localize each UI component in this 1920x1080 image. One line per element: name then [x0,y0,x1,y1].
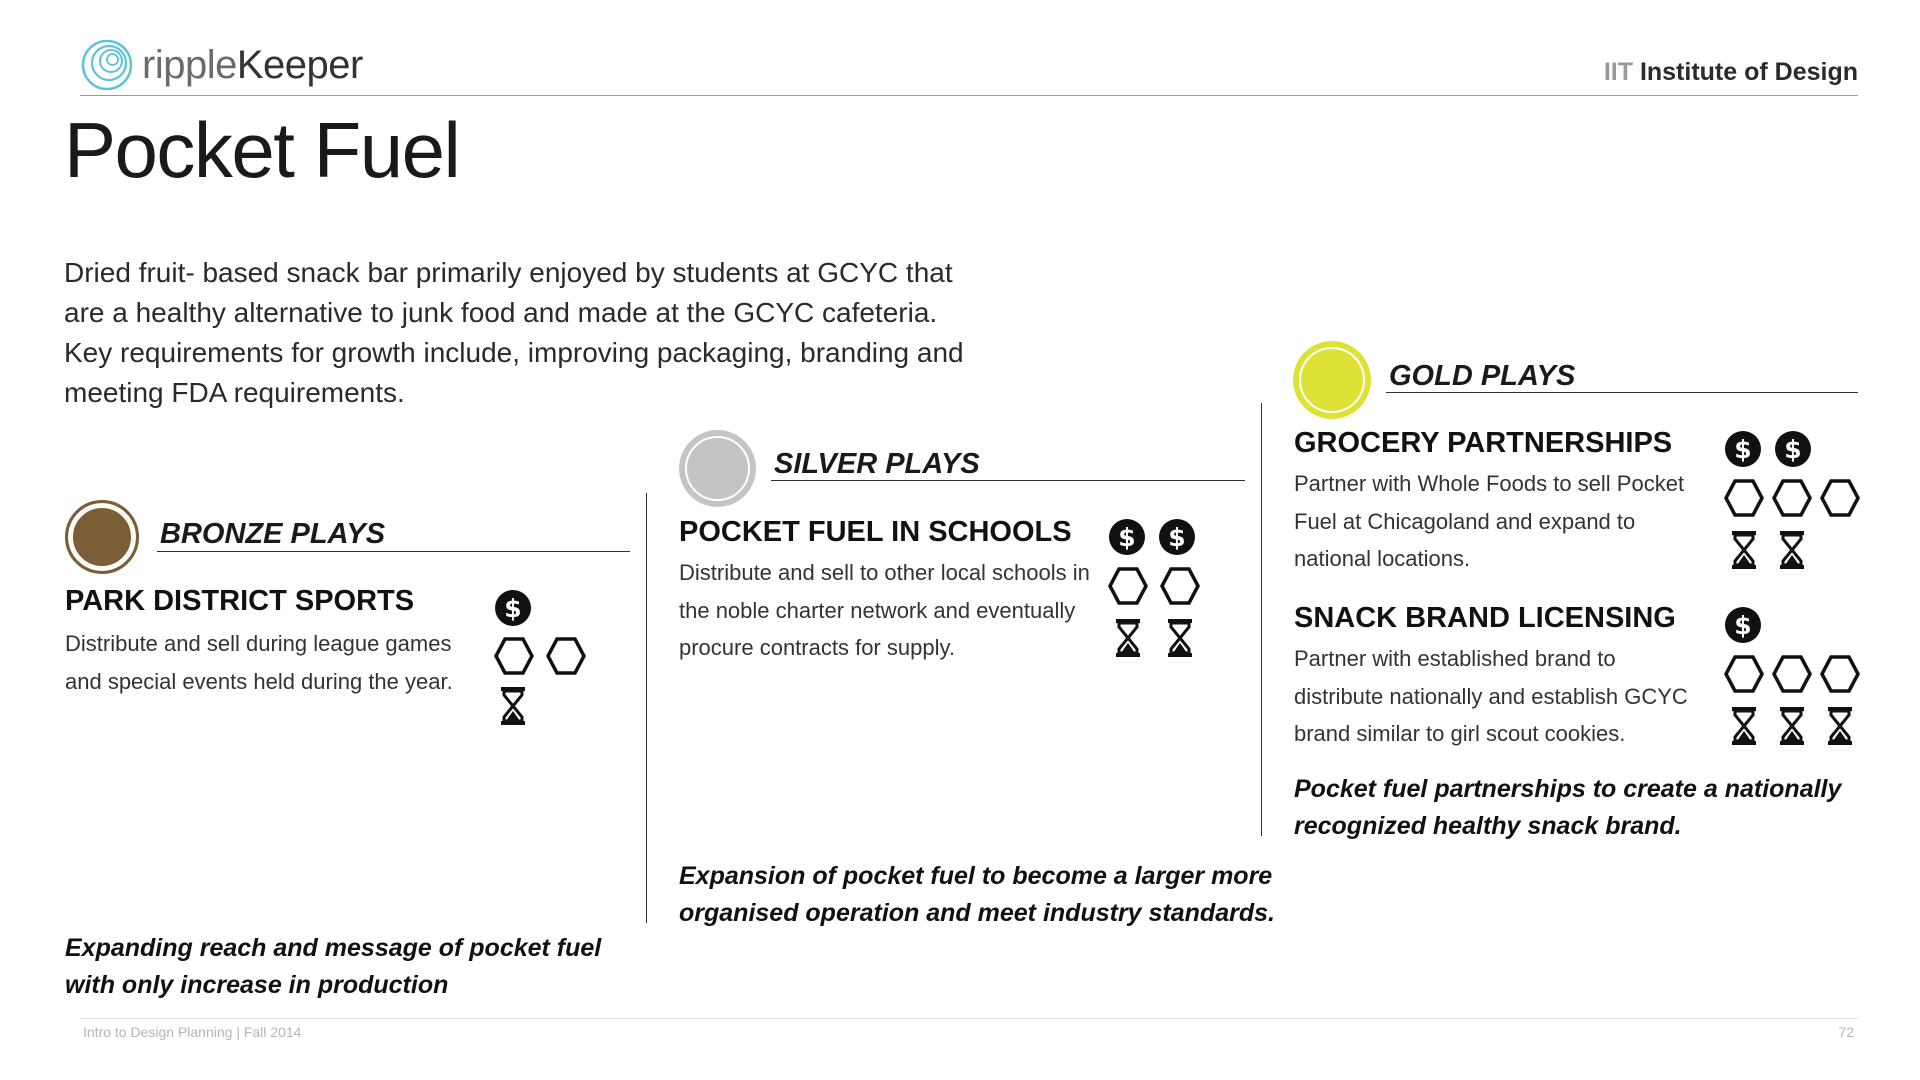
gold-plays-heading: GOLD PLAYS [1389,360,1576,392]
silver-summary: Expansion of pocket fuel to become a larger more organised operation and meet industry standards. [679,862,1275,927]
svg-text:$: $ [1168,523,1186,552]
cost-icons [1724,606,1762,644]
gold-summary: Pocket fuel partnerships to create a nationally recognized healthy snack brand. [1294,775,1842,840]
gold-medal-circle [1293,341,1371,419]
hexagon-icon [1724,478,1764,518]
hourglass-icon [498,686,528,726]
svg-text:$: $ [1118,523,1136,552]
ripplekeeper-logo [80,36,363,94]
hourglass-icon [1165,618,1195,658]
logo-keeper-text: Keeper [236,43,363,87]
bronze-plays-heading: BRONZE PLAYS [160,518,386,550]
hexagon-icon [1772,478,1812,518]
time-icons [1729,530,1807,570]
hexagon-icon [1820,654,1860,694]
bronze-medal-circle [65,500,139,574]
play-description: Distribute and sell to other local schools in the noble charter network and eventually procure contracts for supply. [679,560,1090,660]
dollar-coin-icon [1774,430,1812,468]
effort-icons [1724,478,1860,518]
effort-icons [494,636,586,676]
silver-plays-heading: SILVER PLAYS [774,448,980,480]
svg-text:$: $ [1734,611,1752,640]
hexagon-icon [494,636,534,676]
footer-course-label: Intro to Design Planning | Fall 2014 [83,1024,302,1040]
cost-icons [1108,518,1196,556]
bronze-summary: Expanding reach and message of pocket fuel with only increase in production [65,934,602,999]
svg-text:$: $ [1734,435,1752,464]
column-divider-2 [1261,403,1262,836]
logo-ripple-text: ripple [142,43,237,87]
hexagon-icon [1772,654,1812,694]
header-divider [80,95,1858,96]
play-description: Distribute and sell during league games and special events held during the year. [65,631,453,694]
hourglass-icon [1825,706,1855,746]
svg-text:$: $ [504,594,522,623]
play-description: Partner with Whole Foods to sell Pocket Fuel at Chicagoland and expand to national locations. [1294,471,1685,571]
play-description: Partner with established brand to distribute nationally and establish GCYC brand similar to girl scout cookies. [1294,646,1688,746]
bronze-heading-rule [157,551,630,552]
hexagon-icon [1160,566,1200,606]
time-icons [498,686,528,726]
page-number: 72 [1838,1024,1854,1040]
hexagon-icon [1724,654,1764,694]
institution-short: IIT [1603,58,1633,86]
hourglass-icon [1777,530,1807,570]
time-icons [1113,618,1195,658]
hexagon-icon [546,636,586,676]
dollar-coin-icon [494,589,532,627]
dollar-coin-icon [1724,430,1762,468]
institution-label [1604,58,1858,87]
effort-icons [1724,654,1860,694]
dollar-coin-icon [1158,518,1196,556]
page-title: Pocket Fuel [64,106,460,194]
dollar-coin-icon [1108,518,1146,556]
hourglass-icon [1729,706,1759,746]
cost-icons [1724,430,1812,468]
dollar-coin-icon [1724,606,1762,644]
footer-divider [80,1018,1858,1019]
play-title: PARK DISTRICT SPORTS [65,585,415,617]
play-title: GROCERY PARTNERSHIPS [1294,427,1673,459]
silver-heading-rule [771,480,1245,481]
hexagon-icon [1820,478,1860,518]
svg-text:$: $ [1784,435,1802,464]
cost-icons [494,589,532,627]
play-title: SNACK BRAND LICENSING [1294,602,1676,634]
column-divider-1 [646,493,647,923]
ripple-icon [80,38,134,92]
institution-name: Institute of Design [1639,58,1858,86]
hourglass-icon [1729,530,1759,570]
hourglass-icon [1777,706,1807,746]
hourglass-icon [1113,618,1143,658]
intro-paragraph: Dried fruit- based snack bar primarily enjoyed by students at GCYC that are a healthy alternative to junk food and made at the GCYC cafeteria. Key requirements for growth include, improving packaging, branding and meeting FDA requirements. [64,257,964,408]
effort-icons [1108,566,1200,606]
gold-heading-rule [1386,392,1858,393]
play-title: POCKET FUEL IN SCHOOLS [679,516,1072,548]
hexagon-icon [1108,566,1148,606]
silver-medal-circle [679,430,756,507]
time-icons [1729,706,1855,746]
